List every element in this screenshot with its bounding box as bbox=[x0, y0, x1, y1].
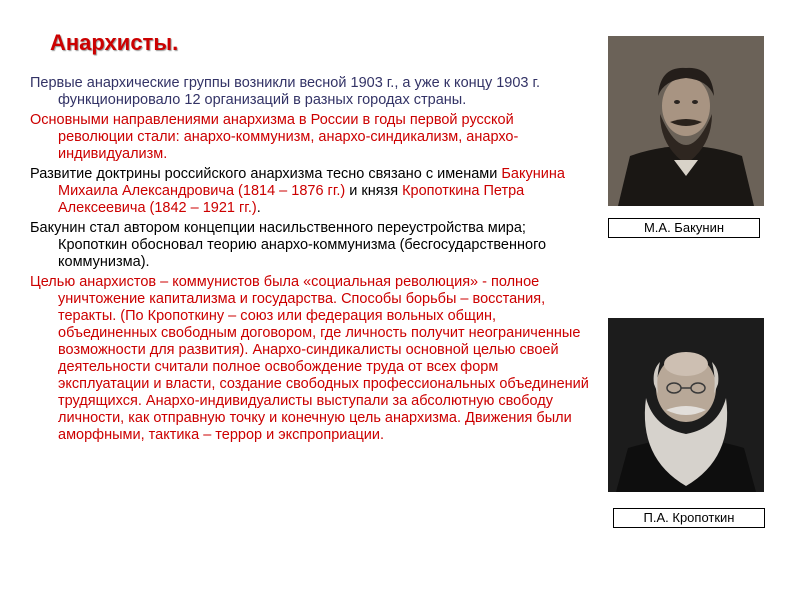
kropotkin-portrait bbox=[608, 318, 764, 492]
bakunin-portrait bbox=[608, 36, 764, 206]
kropotkin-caption: П.А. Кропоткин bbox=[613, 508, 765, 528]
bakunin-caption: М.А. Бакунин bbox=[608, 218, 760, 238]
paragraph-3-text-e: . bbox=[256, 200, 261, 216]
bakunin-name: Бакунина Михаила Александровича (1814 – 1876 гг.) bbox=[58, 166, 565, 199]
slide-body bbox=[30, 75, 590, 447]
paragraph-3-text-a: Развитие доктрины российского анархизма тесно связано с именами bbox=[30, 166, 502, 182]
paragraph-3 bbox=[30, 166, 590, 217]
kropotkin-name: Кропоткина Петра Алексеевича (1842 – 1921 гг.) bbox=[58, 183, 525, 216]
slide-title: Анархисты. bbox=[50, 30, 179, 55]
paragraph-2: Основными направлениями анархизма в России в годы первой русской революции стали: анархо-коммунизм, анархо-синдикализм, анархо-индивидуализм. bbox=[30, 112, 519, 162]
paragraph-1: Первые анархические группы возникли весной 1903 г., а уже к концу 1903 г. функционировало 12 организаций в разных городах страны. bbox=[30, 75, 541, 108]
paragraph-4: Бакунин стал автором концепции насильственного переустройства мира; Кропоткин обосновал теорию анархо-коммунизма (бесгосударственного коммунизма). bbox=[30, 220, 547, 270]
paragraph-5: Целью анархистов – коммунистов была «социальная революция» - полное уничтожение капитализма и государства. Способы борьбы – восстания, теракты. (По Кропоткину – союз или федерация вольных общин, объединенных свободным договором, где личность получит неограниченные возможности для развития). Анархо-синдикалисты основной целью своей деятельности считали полное освобождение труда от всех форм эксплуатации и власти, создание свободных профессиональных объединений трудящихся. Анархо-индивидуалисты выступали за абсолютную свободу личности, как отправную точку и конечную цель анархизма. Движения были аморфными, тактика – террор и экспроприации. bbox=[30, 274, 589, 443]
paragraph-3-text-c: и князя bbox=[345, 183, 403, 199]
